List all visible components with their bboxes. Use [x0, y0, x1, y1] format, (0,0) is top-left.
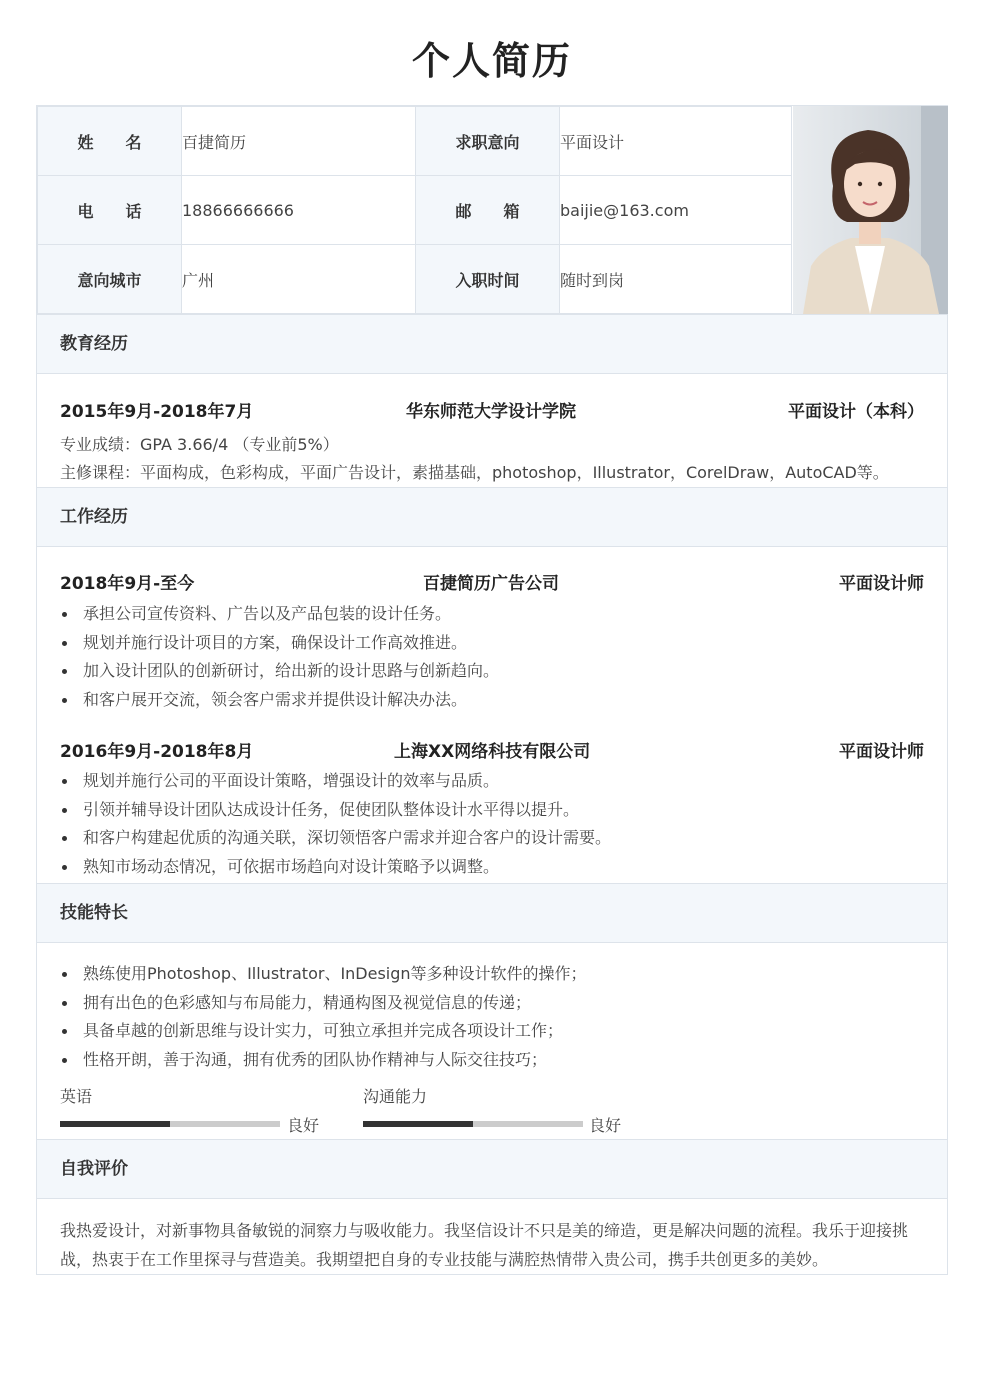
education-degree: 平面设计（本科）: [788, 402, 924, 422]
job-period: 2018年9月-至今: [60, 574, 195, 594]
skill-bar-fill: [363, 1121, 473, 1127]
self-eval-heading: 自我评价: [37, 1139, 947, 1199]
personal-info-table: [37, 106, 792, 314]
skill-level-communication: 良好: [589, 1116, 622, 1135]
skills-list: [60, 960, 587, 1074]
job-role: 平面设计师: [839, 574, 924, 594]
job-duties-list: [60, 600, 499, 714]
list-item: 拥有出色的色彩感知与布局能力，精通构图及视觉信息的传递；: [60, 989, 587, 1018]
list-item: 承担公司宣传资料、广告以及产品包装的设计任务。: [60, 600, 499, 629]
portrait-illustration: [793, 106, 948, 314]
intent-value: 平面设计: [560, 107, 792, 176]
list-item: 和客户构建起优质的沟通关联，深切领悟客户需求并迎合客户的设计需要。: [60, 824, 611, 853]
education-period: 2015年9月-2018年7月: [60, 402, 254, 422]
job-company: 百捷简历广告公司: [423, 574, 559, 594]
list-item: 熟知市场动态情况，可依据市场趋向对设计策略予以调整。: [60, 853, 611, 882]
list-item: 性格开朗，善于沟通，拥有优秀的团队协作精神与人际交往技巧；: [60, 1046, 587, 1075]
skills-heading: 技能特长: [37, 883, 947, 943]
list-item: 规划并施行公司的平面设计策略，增强设计的效率与品质。: [60, 767, 611, 796]
list-item: 加入设计团队的创新研讨，给出新的设计思路与创新趋向。: [60, 657, 499, 686]
phone-value: 18866666666: [182, 176, 416, 245]
education-school: 华东师范大学设计学院: [406, 402, 576, 422]
skill-bar-english: [60, 1121, 280, 1127]
city-label: 意向城市: [38, 245, 182, 314]
profile-photo: [793, 106, 948, 314]
skill-level-english: 良好: [287, 1116, 320, 1135]
education-heading: 教育经历: [37, 314, 947, 374]
intent-label: 求职意向: [416, 107, 560, 176]
education-gpa: 专业成绩：GPA 3.66/4 （专业前5%）: [60, 435, 339, 454]
list-item: 规划并施行设计项目的方案，确保设计工作高效推进。: [60, 629, 499, 658]
list-item: 引领并辅导设计团队达成设计任务，促使团队整体设计水平得以提升。: [60, 796, 611, 825]
job-period: 2016年9月-2018年8月: [60, 742, 254, 762]
name-label: 姓 名: [38, 107, 182, 176]
email-value: baijie@163.com: [560, 176, 792, 245]
city-value: 广州: [182, 245, 416, 314]
skill-bar-fill: [60, 1121, 170, 1127]
start-value: 随时到岗: [560, 245, 792, 314]
name-value: 百捷简历: [182, 107, 416, 176]
self-eval-text: 我热爱设计，对新事物具备敏锐的洞察力与吸收能力。我坚信设计不只是美的缔造，更是解决问题的流程。我乐于迎接挑战，热衷于在工作里探寻与营造美。我期望把自身的专业技能与满腔热情带入贵公司，携手共创更多的美妙。: [60, 1221, 909, 1269]
phone-label: 电 话: [38, 176, 182, 245]
list-item: 具备卓越的创新思维与设计实力，可独立承担并完成各项设计工作；: [60, 1017, 587, 1046]
skill-name-english: 英语: [60, 1087, 93, 1106]
work-heading: 工作经历: [37, 487, 947, 547]
education-courses: 主修课程：平面构成，色彩构成，平面广告设计，素描基础，photoshop，Illustrator，CorelDraw，AutoCAD等。: [60, 463, 889, 482]
resume-title: 个人简历: [411, 39, 572, 83]
list-item: 熟练使用Photoshop、Illustrator、InDesign等多种设计软件的操作；: [60, 960, 587, 989]
skill-bar-communication: [363, 1121, 583, 1127]
list-item: 和客户展开交流，领会客户需求并提供设计解决办法。: [60, 686, 499, 715]
job-role: 平面设计师: [839, 742, 924, 762]
job-duties-list: [60, 767, 611, 881]
email-label: 邮 箱: [416, 176, 560, 245]
skill-name-communication: 沟通能力: [363, 1087, 428, 1106]
start-label: 入职时间: [416, 245, 560, 314]
resume-frame: [36, 105, 948, 1275]
job-company: 上海XX网络科技有限公司: [394, 742, 591, 762]
